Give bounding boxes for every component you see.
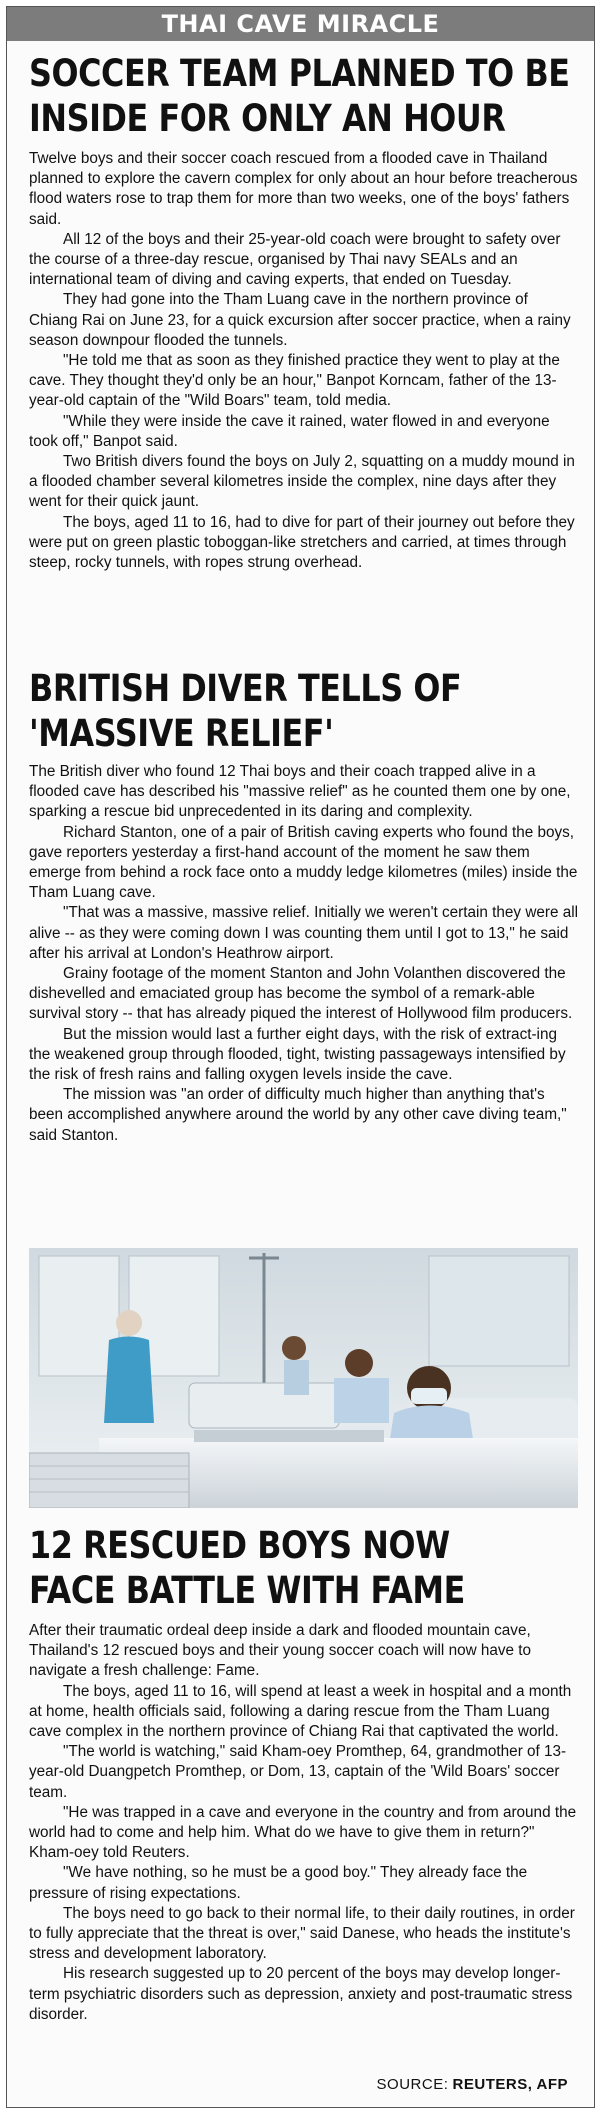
article-body [29, 149, 580, 573]
headline-line: INSIDE FOR ONLY AN HOUR [29, 97, 506, 140]
paragraph: Richard Stanton, one of a pair of British caving experts who found the boys, gave reporters yesterday a first-hand account of the moment he saw them emerge from behind a rock face onto a muddy ledge kilometres (miles) inside the Tham Luang cave. [29, 823, 578, 902]
paragraph: After their traumatic ordeal deep inside a dark and flooded mountain cave, Thailand's 12 rescued boys and their young soccer coach will now have to navigate a fresh challenge: Fame. [29, 1622, 532, 1680]
paragraph: "The world is watching," said Kham-oey Promthep, 64, grandmother of 13-year-old Duangpetch Promthep, or Dom, 13, captain of the 'Wild Boars' soccer team. [29, 1743, 567, 1801]
paragraph: "While they were inside the cave it rained, water flowed in and everyone took off," Banpot said. [29, 412, 550, 450]
paragraph: Twelve boys and their soccer coach rescued from a flooded cave in Thailand planned to explore the cavern complex for only about an hour before treacherous flood waters rose to trap them for more than two weeks, one of the boys' fathers said. [29, 150, 578, 228]
source-credit [377, 2076, 568, 2093]
article-soccer-team [29, 51, 580, 573]
paragraph: Grainy footage of the moment Stanton and John Volanthen discovered the dishevelled and emaciated group has become the symbol of a remark-able survival story -- that has already piqued the interest of Hollywood film producers. [29, 965, 573, 1023]
paragraph: "He was trapped in a cave and everyone in the country and from around the world had to come and help him. What do we have to give them in return?" Kham-oey told Reuters. [29, 1803, 577, 1862]
hospital-photo [29, 1248, 578, 1508]
headline-british-diver [29, 666, 579, 756]
headline-soccer-team [29, 51, 579, 141]
paragraph: All 12 of the boys and their 25-year-old coach were brought to safety over the course of a three-day rescue, organised by Thai navy SEALs and an international team of diving and caving experts, that ended on Tuesday. [29, 230, 561, 289]
paragraph: The mission was "an order of difficulty much higher than anything that's been accomplished anywhere around the world by any other cave diving team," said Stanton. [29, 1086, 567, 1144]
headline-battle-with-fame [29, 1523, 579, 1613]
paragraph: They had gone into the Tham Luang cave in the northern province of Chiang Rai on June 23, for a quick excursion after soccer practice, when a rainy season downpour flooded the tunnels. [29, 291, 571, 349]
headline-line: FACE BATTLE WITH FAME [29, 1569, 465, 1612]
paragraph: The boys, aged 11 to 16, will spend at least a week in hospital and a month at home, health officials said, following a daring rescue from the Tham Luang cave complex in the northern province of Chiang Rai that captivated the world. [29, 1682, 572, 1741]
paragraph: The boys need to go back to their normal life, to their daily routines, in order to fully appreciate that the threat is over," said Danese, who heads the institute's stress and development laboratory. [29, 1904, 575, 1963]
article-body [29, 762, 580, 1146]
headline-line: SOCCER TEAM PLANNED TO BE [29, 52, 570, 95]
paragraph: Two British divers found the boys on July 2, squatting on a muddy mound in a flooded chamber several kilometres inside the complex, nine days after they went for their quick jaunt. [29, 453, 575, 511]
hospital-ward-illustration [29, 1248, 578, 1508]
source-label: SOURCE: [376, 2076, 449, 2093]
paragraph: "That was a massive, massive relief. Initially we weren't certain they were all alive -- as they were coming down I was counting them until I got to 13," he said after his arrival at London's Heathrow airport. [29, 904, 579, 962]
paragraph: The boys, aged 11 to 16, had to dive for part of their journey out before they were put on green plastic toboggan-like stretchers and carried, at times through steep, rocky tunnels, with ropes strung overhead. [29, 513, 575, 572]
paragraph: "We have nothing, so he must be a good boy." They already face the pressure of rising expectations. [29, 1864, 528, 1902]
headline-line: 12 RESCUED BOYS NOW [29, 1524, 450, 1567]
section-banner: THAI CAVE MIRACLE [7, 7, 594, 41]
paragraph: His research suggested up to 20 percent of the boys may develop longer-term psychiatric disorders such as depression, anxiety and post-traumatic stress disorder. [29, 1965, 573, 2023]
paragraph: The British diver who found 12 Thai boys and their coach trapped alive in a flooded cave has described his "massive relief" as he counted them one by one, sparking a rescue bid unprecedented in its daring and complexity. [29, 763, 571, 821]
paragraph: But the mission would last a further eight days, with the risk of extract-ing the weakened group through flooded, tight, twisting passageways intensified by the risk of fresh rains and falling oxygen levels inside the cave. [29, 1025, 566, 1084]
paragraph: "He told me that as soon as they finished practice they went to play at the cave. They thought they'd only be an hour," Banpot Korncam, father of the 13-year-old captain of the "Wild Boars" team, told media. [29, 352, 560, 410]
source-names: REUTERS, AFP [452, 2076, 568, 2093]
article-battle-with-fame [29, 1523, 580, 2025]
newspaper-page [6, 6, 595, 2108]
headline-line: 'MASSIVE RELIEF' [29, 712, 334, 755]
article-british-diver [29, 666, 580, 1146]
article-body [29, 1621, 580, 2025]
headline-line: BRITISH DIVER TELLS OF [29, 667, 462, 710]
